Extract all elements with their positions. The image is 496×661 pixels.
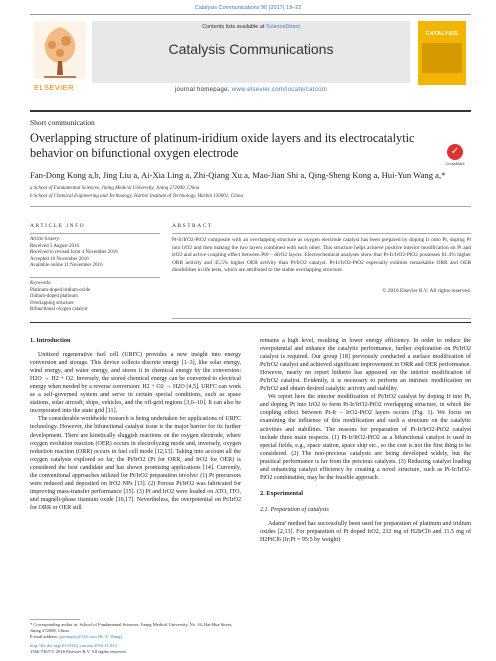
elsevier-tree-logo-icon bbox=[34, 21, 86, 79]
body-paragraph: We report here the interior modification of Pt/IrO2 catalyst by doping Ir into Pt, and doping Pt into IrO2 to form Pt-Ir/IrO2-PtO2 overlapping structure, in which the coupling effect between Pt-Ir – IrO2-PtO2 layers occurs (Fig. 1). We focus on examining the influence of this modification and such a structure on the catalytic activities and stabilities. The reasons for preparation of Pt-Ir/IrO2-PtO2 catalyst include three main respects. (1) Pt-Ir/IrO2-PtO2 as a bifunctional catalyst is used in special fields, e.g., space station, space ship etc., so the cost is not the first thing to be considered. (2) The non-precious catalysts are being developed widely, but the practical performance is far from the precious catalysts. (3) Reducing catalyst loading and enhancing catalyst efficiency by creating a novel structure, such as Pt-Ir/IrO2-PtO2 combination, may be the feasible approach. bbox=[260, 394, 471, 481]
email-line bbox=[30, 634, 241, 640]
article-history bbox=[30, 237, 140, 270]
abstract-heading: ABSTRACT bbox=[172, 223, 213, 229]
journal-name: Catalysis Communications bbox=[168, 41, 334, 57]
author-list: Fan-Dong Kong a,b, Jing Liu a, Ai-Xia Ling a, Zhi-Qiang Xu a, Mao-Jian Shi a, Qing-Sheng Kong a, Hui-Yun Wang a,* bbox=[30, 170, 446, 180]
footnote-divider bbox=[30, 619, 80, 620]
contents-prefix: Contents lists available at bbox=[202, 24, 266, 30]
keyword-item: Iridium-doped platinum bbox=[30, 294, 78, 300]
keyword-item: Bifunctional oxygen catalyst bbox=[30, 307, 88, 313]
keywords-label: Keywords: bbox=[30, 281, 52, 286]
abstract-text: Pt-Ir/IrO2-PtO2 composite with an overlapping structure as oxygen electrode catalyst has been prepared by doping Ir onto Pt, doping Pt into IrO2 and then making the two layers combined with each other. This structure helps achieve positive interior modification on Pt and IrO2 and active coupling effect between Pt0 – δIrO2 layers. Electrochemical analyses show that Pt-Ir/IrO2-PtO2 possesses 81.4% higher ORR activity and 45.5% higher OER activity than Pt/IrO2 catalyst. Pt-Ir/IrO2-PtO2 especially exhibits remarkable ORR and OER durabilities in life tests, which are attributed to the stable overlapping structure. bbox=[172, 237, 471, 274]
article-info-divider bbox=[30, 233, 160, 234]
crossmark-button[interactable] bbox=[440, 144, 470, 166]
issn-line: 1566-7367/© 2016 Elsevier B.V. All rights reserved. bbox=[30, 649, 127, 655]
article-type: Short communication bbox=[30, 118, 95, 127]
homepage-link[interactable]: www.elsevier.com/locate/catcom bbox=[231, 87, 328, 93]
front-matter-divider bbox=[30, 322, 471, 323]
header-divider bbox=[30, 110, 471, 112]
crossmark-label: CrossMark bbox=[445, 161, 465, 166]
introduction-heading: 1. Introduction bbox=[30, 337, 71, 344]
publisher-name: ELSEVIER bbox=[34, 83, 74, 92]
affiliation-b: b School of Chemical Engineering and Technology, Harbin Institute of Technology, Harbin 150001, China bbox=[30, 194, 243, 199]
abstract-end-divider bbox=[172, 318, 471, 319]
left-column bbox=[30, 337, 241, 512]
homepage-prefix: journal homepage: bbox=[174, 87, 232, 93]
keyword-item: Overlapping structure bbox=[30, 300, 74, 306]
body-paragraph: remains a high level, resulting in lower energy efficiency. In order to reduce the overpotential and enhance the catalytic performance, further exploration on Pt/IrO2 catalyst is required. Our group [18] previously conducted a surface modification of Pt/IrO2 catalyst and achieved significant improvement in ORR and OER performance. However, nearly no report hitherto has appeared on the interior modification of Pt/IrO2 catalyst. Evidently, it is necessary to perform an intrinsic modification on Pt/IrO2 and obtain desired catalytic activity and stability. bbox=[260, 338, 471, 393]
history-revised: Received in revised form 4 November 2016 bbox=[30, 250, 118, 256]
article-info-heading: ARTICLE INFO bbox=[30, 223, 86, 229]
contents-line bbox=[92, 24, 410, 30]
journal-reference[interactable]: Catalysis Communications 90 (2017) 19–22 bbox=[194, 5, 302, 11]
affiliation-a: a School of Fundamental Sciences, Jining Medical University, Jining 272000, China bbox=[30, 186, 200, 191]
keywords bbox=[30, 281, 140, 314]
preparation-heading: 2.1. Preparation of catalysts bbox=[260, 506, 329, 513]
corresponding-author-text: * Corresponding author at: School of Fundamental Sciences, Jining Medical University, No. 16, Hai-Hua Street, Jining 272000, China. bbox=[30, 622, 233, 634]
cover-title: CATALYSIS bbox=[425, 31, 459, 37]
affiliation-divider bbox=[30, 206, 471, 207]
body-paragraph: Adams' method has successfully been used for preparation of platinum and iridium oxides [2,13]. For preparation of Pt doped IrO2, 232 mg of H2IrCl6 and 11.5 mg of H2PtCl6 (Ir:Pt = 95:5 by weight) bbox=[260, 520, 471, 544]
journal-header bbox=[30, 14, 471, 105]
sciencedirect-link[interactable]: ScienceDirect bbox=[265, 24, 300, 30]
header-band bbox=[92, 21, 410, 83]
doi-link[interactable]: http://dx.doi.org/10.1016/j.catcom.2016.11.012 bbox=[30, 643, 117, 648]
journal-homepage bbox=[92, 87, 410, 93]
right-column bbox=[260, 337, 471, 544]
email-label: E-mail address: bbox=[30, 634, 60, 640]
body-paragraph: The considerable worldwide research is being undertaken for applications of URFC technology. However, the bifunctional catalyst issue is the major barrier for its further development. There are kinetically sluggish reactions on the oxygen electrode, where oxygen evolution reaction (OER) occurs in electrolyzing mode and, inversely, oxygen reduction reaction (ORR) occurs in fuel cell mode [12,13]. Taking into account all the oxygen catalysts explored so far, the Pt/IrO2 (Pt for ORR, and IrO2 for OER) is considered the best candidate and has shown promising applications [14]. Currently, the conventional approaches utilized for Pt/IrO2 preparation involve: (1) Pt precursors were reduced and deposited on IrO2 NPs [13]. (2) Porous Pt/IrO2 was fabricated for improving mass-transfer performance [15]. (3) Pt and IrO2 were loaded on ATO, ITO, and magnéli-phase titanium oxide [16,17]. Nevertheless, the overpotential on Pt/IrO2 for ORR or OER still bbox=[30, 416, 241, 511]
journal-cover-image bbox=[418, 21, 466, 85]
history-online: Available online 11 November 2016 bbox=[30, 263, 103, 269]
keyword-item: Platinum-doped iridium oxide bbox=[30, 287, 91, 293]
article-doi-block bbox=[30, 643, 127, 655]
abstract-copyright: © 2016 Elsevier B.V. All rights reserved. bbox=[382, 288, 471, 294]
history-label: Article history: bbox=[30, 237, 61, 242]
history-received: Received 5 August 2016 bbox=[30, 243, 80, 249]
article-title: Overlapping structure of platinum-iridium oxide layers and its electrocatalytic behavior on bifunctional oxygen electrode bbox=[30, 131, 415, 160]
cover-art bbox=[422, 43, 462, 73]
crossmark-icon: ✓ bbox=[447, 144, 463, 160]
keywords-divider bbox=[30, 277, 160, 278]
corresponding-author-note bbox=[30, 622, 241, 640]
experimental-heading: 2. Experimental bbox=[260, 489, 304, 497]
history-accepted: Accepted 10 November 2016 bbox=[30, 256, 89, 262]
email-link[interactable]: jpwanghy@126.com (H.-Y. Wang). bbox=[59, 634, 124, 640]
body-paragraph: Unitized regenerative fuel cell (URFC) provides a new insight into energy conversion and storage. This device collects discrete energy [1–3], like solar energy, wind energy, and water energy, and stores it in chemical energy by the conversion: H2O → H2 + O2. Inversely, the stored chemical energy can be converted to electrical energy when needed by a reverse conversion: H2 + O2 → H2O [4,5]. URFC can work as a self-governed system and serve in certain special conditions, such as space stations, solar aircraft, ships, vehicles, and the off-grid regions [3,6–10]. It can also be incorporated into the state grid [11]. bbox=[30, 352, 241, 415]
abstract-divider bbox=[172, 233, 471, 234]
